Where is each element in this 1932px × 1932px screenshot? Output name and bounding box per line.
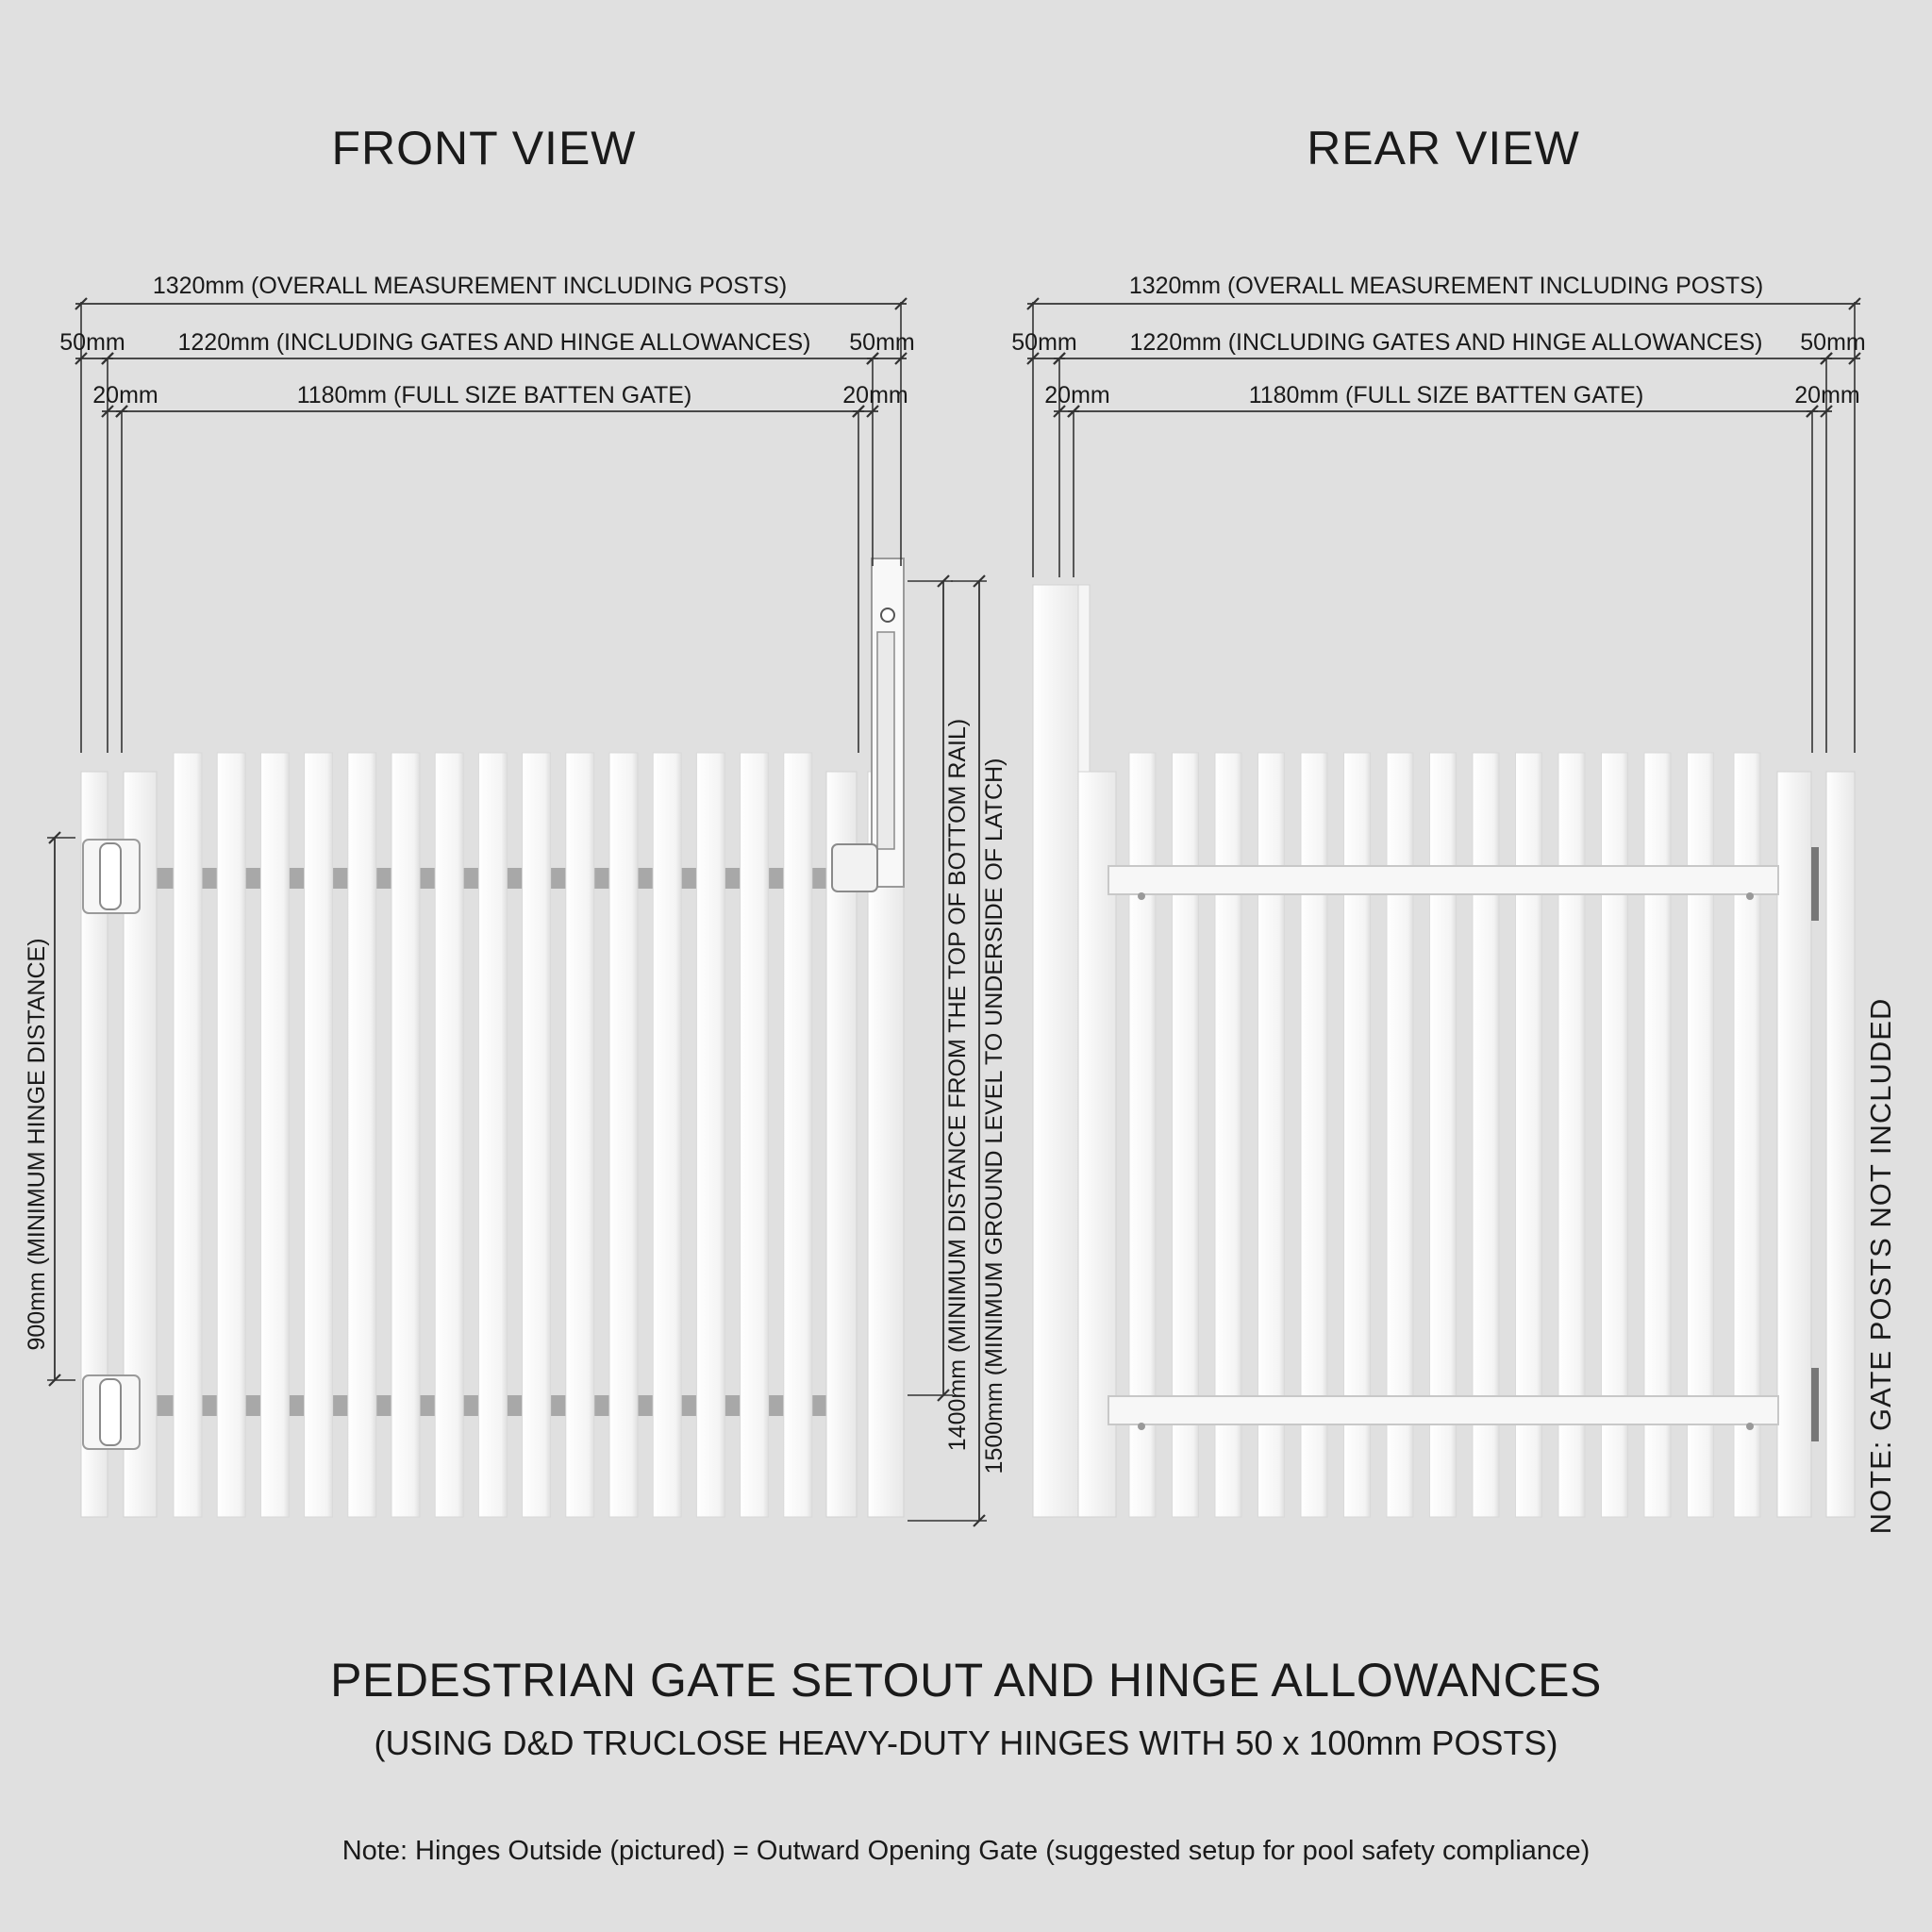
front-dim-gate-allowance: 1220mm (INCLUDING GATES AND HINGE ALLOWANCES) xyxy=(177,329,811,356)
front-picket xyxy=(260,753,289,1517)
rear-latch-edge xyxy=(1078,585,1090,774)
hinge-barrel xyxy=(100,1379,121,1445)
front-picket xyxy=(784,753,812,1517)
front-picket xyxy=(391,753,420,1517)
front-picket xyxy=(305,753,333,1517)
front-dim-gate: 1180mm (FULL SIZE BATTEN GATE) xyxy=(296,382,692,408)
front-picket xyxy=(523,753,551,1517)
rear-note-gate-posts: NOTE: GATE POSTS NOT INCLUDED xyxy=(1864,997,1897,1535)
front-dim-overall: 1320mm (OVERALL MEASUREMENT INCLUDING POSTS) xyxy=(152,273,788,299)
front-picket xyxy=(348,753,376,1517)
front-picket xyxy=(217,753,245,1517)
front-picket xyxy=(609,753,638,1517)
rear-dim-gap-right: 20mm xyxy=(1794,382,1860,408)
front-picket xyxy=(696,753,724,1517)
rail-bolt xyxy=(1746,1423,1754,1430)
rear-dim-post-left: 50mm xyxy=(1011,329,1077,356)
front-picket xyxy=(478,753,507,1517)
rail-bolt xyxy=(1138,1423,1145,1430)
latch-key xyxy=(881,608,894,622)
front-dim-gap-right: 20mm xyxy=(842,382,908,408)
front-dim-gap-left: 20mm xyxy=(92,382,158,408)
rear-hinge-edge xyxy=(1811,1368,1819,1441)
rear-dim-gate: 1180mm (FULL SIZE BATTEN GATE) xyxy=(1248,382,1644,408)
rear-gate xyxy=(1033,585,1855,1517)
rear-dim-overall: 1320mm (OVERALL MEASUREMENT INCLUDING POSTS) xyxy=(1128,273,1764,299)
front-dim-post-right: 50mm xyxy=(849,329,915,356)
latch-striker xyxy=(832,844,877,891)
latch-shaft xyxy=(877,632,894,849)
rear-post-right xyxy=(1826,772,1855,1517)
page-subtitle: (USING D&D TRUCLOSE HEAVY-DUTY HINGES WITH 50 x 100mm POSTS) xyxy=(374,1724,1558,1762)
rear-dim-post-right: 50mm xyxy=(1800,329,1866,356)
hinge-barrel xyxy=(100,843,121,909)
front-picket xyxy=(566,753,594,1517)
front-picket xyxy=(741,753,769,1517)
front-picket xyxy=(435,753,463,1517)
rear-dim-gate-allowance: 1220mm (INCLUDING GATES AND HINGE ALLOWANCES) xyxy=(1129,329,1763,356)
footnote: Note: Hinges Outside (pictured) = Outward Opening Gate (suggested setup for pool safety compliance) xyxy=(341,1836,1591,1866)
front-dim-latch-ground: 1500mm (MINIMUM GROUND LEVEL TO UNDERSIDE OF LATCH) xyxy=(981,758,1008,1474)
front-gate xyxy=(81,558,904,1517)
front-view-title: FRONT VIEW xyxy=(331,122,637,175)
rear-dim-gap-left: 20mm xyxy=(1044,382,1110,408)
rear-stile-right xyxy=(1777,772,1811,1517)
page-title: PEDESTRIAN GATE SETOUT AND HINGE ALLOWANCES xyxy=(330,1654,1602,1707)
front-dim-latch-rail: 1400mm (MINIMUM DISTANCE FROM THE TOP OF BOTTOM RAIL) xyxy=(944,718,971,1452)
rear-hinge-post xyxy=(1033,585,1078,1517)
front-picket xyxy=(653,753,681,1517)
front-dim-post-left: 50mm xyxy=(59,329,125,356)
rear-bottom-rail xyxy=(1108,1396,1778,1424)
front-picket xyxy=(174,753,202,1517)
rear-hinge-edge xyxy=(1811,847,1819,921)
rear-view-title: REAR VIEW xyxy=(1307,122,1580,175)
front-dim-hinge: 900mm (MINIMUM HINGE DISTANCE) xyxy=(24,938,50,1351)
rail-bolt xyxy=(1138,892,1145,900)
rail-bolt xyxy=(1746,892,1754,900)
rear-top-rail xyxy=(1108,866,1778,894)
